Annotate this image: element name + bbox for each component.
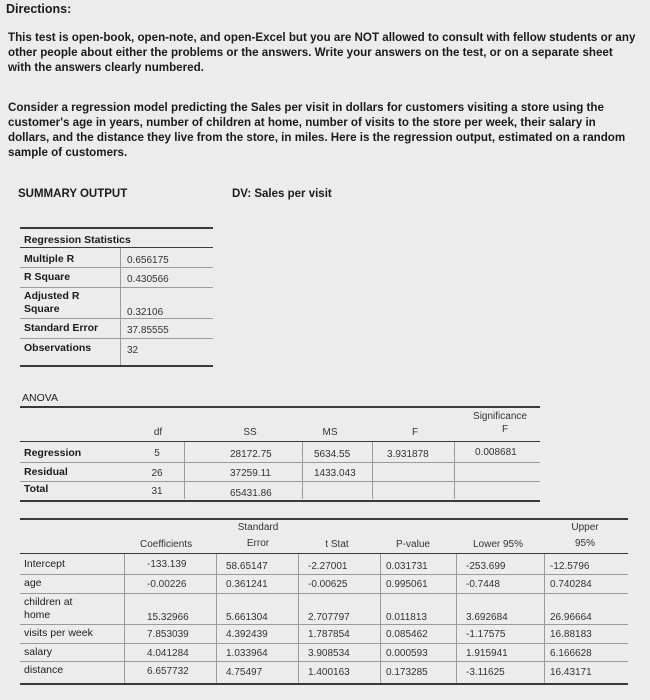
column-divider xyxy=(120,248,121,366)
coef-p-value: 0.995061 xyxy=(386,579,428,590)
dependent-variable-label: DV: Sales per visit xyxy=(232,188,332,200)
stat-label: Multiple R xyxy=(24,253,75,265)
coef-std-error: 4.392439 xyxy=(226,629,268,640)
coef-value: 15.32966 xyxy=(147,612,189,623)
table-rule xyxy=(20,683,628,685)
coef-std-error: 5.661304 xyxy=(226,612,268,623)
stat-label: R Square xyxy=(24,271,71,283)
coef-p-value: 0.000593 xyxy=(386,648,428,659)
row-divider xyxy=(20,267,213,268)
row-divider xyxy=(20,481,540,482)
anova-header-ss: SS xyxy=(243,427,257,438)
anova-ss: 28172.75 xyxy=(230,449,272,460)
row-divider xyxy=(20,593,628,594)
anova-df: 31 xyxy=(151,486,163,497)
coef-value: 4.041284 xyxy=(147,648,189,659)
anova-header-significance: Significance xyxy=(473,411,527,422)
anova-row-label: Regression xyxy=(24,447,82,459)
coef-value: 6.657732 xyxy=(147,666,189,677)
table-rule xyxy=(20,247,213,248)
row-divider xyxy=(20,624,628,625)
coef-lower-95: 1.915941 xyxy=(466,648,508,659)
coef-lower-95: -0.7448 xyxy=(466,579,500,590)
anova-row-label: Residual xyxy=(24,466,68,478)
coef-t-stat: 1.400163 xyxy=(308,667,350,678)
coef-header-upper-95: 95% xyxy=(574,538,595,549)
coef-p-value: 0.173285 xyxy=(386,667,428,678)
anova-ms: 5634.55 xyxy=(314,449,351,460)
row-divider xyxy=(20,338,213,339)
coef-row-label: age xyxy=(24,577,42,589)
coef-upper-95: 0.740284 xyxy=(550,579,592,590)
coef-std-error: 1.033964 xyxy=(226,648,268,659)
anova-header-significance-f: F xyxy=(501,424,509,435)
coef-header-t-stat: t Stat xyxy=(325,539,349,550)
anova-label: ANOVA xyxy=(22,392,58,404)
coef-upper-95: 26.96664 xyxy=(550,612,592,623)
coef-row-label: home xyxy=(24,609,51,621)
coef-lower-95: -253.699 xyxy=(466,561,506,572)
anova-df: 26 xyxy=(151,468,163,479)
row-divider xyxy=(20,661,628,662)
stat-value: 0.656175 xyxy=(127,255,169,266)
stat-label: Observations xyxy=(24,342,92,354)
table-rule xyxy=(20,500,540,502)
coef-row-label: Intercept xyxy=(24,558,65,570)
stat-label: Adjusted R xyxy=(24,290,80,302)
coef-row-label: children at xyxy=(24,596,73,608)
coef-row-label: salary xyxy=(24,646,53,658)
coef-lower-95: 3.692684 xyxy=(466,612,508,623)
coef-p-value: 0.085462 xyxy=(386,629,428,640)
coef-row-label: distance xyxy=(24,664,64,676)
stat-label: Standard Error xyxy=(24,322,99,334)
coef-header-error: Error xyxy=(246,538,270,549)
anova-header-ms: MS xyxy=(322,427,338,438)
summary-output-label: SUMMARY OUTPUT xyxy=(18,188,128,200)
anova-row-label: Total xyxy=(24,483,49,495)
anova-ss: 37259.11 xyxy=(230,468,271,479)
anova-header-df: df xyxy=(153,427,163,438)
column-divider xyxy=(302,442,303,499)
column-divider xyxy=(372,442,373,499)
coef-upper-95: -12.5796 xyxy=(550,561,590,572)
row-divider xyxy=(20,643,628,644)
stat-value: 0.32106 xyxy=(127,307,164,318)
stat-value: 37.85555 xyxy=(127,325,169,336)
table-rule xyxy=(20,365,213,367)
column-divider xyxy=(454,442,455,499)
column-divider xyxy=(184,442,185,499)
coef-upper-95: 6.166628 xyxy=(550,648,592,659)
coef-value: -133.139 xyxy=(147,559,187,570)
row-divider xyxy=(20,574,628,575)
anova-ss: 65431.86 xyxy=(230,488,272,499)
coef-t-stat: 2.707797 xyxy=(308,612,350,623)
coef-value: 7.853039 xyxy=(147,629,189,640)
coef-p-value: 0.031731 xyxy=(386,561,428,572)
anova-f: 3.931878 xyxy=(387,449,429,460)
anova-df: 5 xyxy=(154,448,160,459)
coef-t-stat: -0.00625 xyxy=(308,579,348,590)
instructions-paragraph-1: This test is open-book, open-note, and open-Excel but you are NOT allowed to consult with fellow students or any other people about either the problems or the answers. Write your answers on the test, or on a separate sheet with the answers clearly numbered. xyxy=(8,31,636,74)
stat-value: 0.430566 xyxy=(127,274,169,285)
stat-value: 32 xyxy=(127,345,139,356)
coef-row-label: visits per week xyxy=(24,627,93,639)
directions-heading: Directions: xyxy=(6,2,72,16)
table-rule xyxy=(20,518,628,520)
coef-header-p-value: P-value xyxy=(396,539,430,550)
coef-t-stat: 1.787854 xyxy=(308,629,350,640)
coef-std-error: 0.361241 xyxy=(226,579,268,590)
stat-label: Square xyxy=(24,303,60,315)
table-rule xyxy=(20,227,213,229)
anova-ms: 1433.043 xyxy=(314,468,356,479)
coef-value: -0.00226 xyxy=(147,579,187,590)
coef-header-coefficients: Coefficients xyxy=(140,539,193,550)
coef-std-error: 58.65147 xyxy=(226,561,268,572)
coef-t-stat: 3.908534 xyxy=(308,648,350,659)
instructions-paragraph-2: Consider a regression model predicting the Sales per visit in dollars for customers visiting a store using the customer's age in years, number of children at home, number of visits to the store per week, their salary in dollars, and the distance they live from the store, in miles. Here is the regression output, estimated on a random sample of customers. xyxy=(8,101,626,159)
anova-header-f: F xyxy=(411,427,419,438)
coef-upper-95: 16.88183 xyxy=(550,629,592,640)
coef-t-stat: -2.27001 xyxy=(308,561,348,572)
coef-header-upper: Upper xyxy=(571,522,599,533)
row-divider xyxy=(20,287,213,288)
coef-p-value: 0.011813 xyxy=(386,612,427,623)
coef-lower-95: -1.17575 xyxy=(466,629,506,640)
anova-significance: 0.008681 xyxy=(475,447,517,458)
coef-upper-95: 16.43171 xyxy=(550,667,592,678)
table-rule xyxy=(20,406,540,408)
coef-std-error: 4.75497 xyxy=(226,667,263,678)
row-divider xyxy=(20,462,540,463)
table-rule xyxy=(20,553,628,554)
regression-statistics-title: Regression Statistics xyxy=(24,234,131,246)
coef-header-standard: Standard xyxy=(237,522,279,533)
row-divider xyxy=(20,318,213,319)
table-rule xyxy=(20,441,540,442)
coef-header-lower-95: Lower 95% xyxy=(472,539,524,550)
coef-lower-95: -3.11625 xyxy=(466,667,505,678)
